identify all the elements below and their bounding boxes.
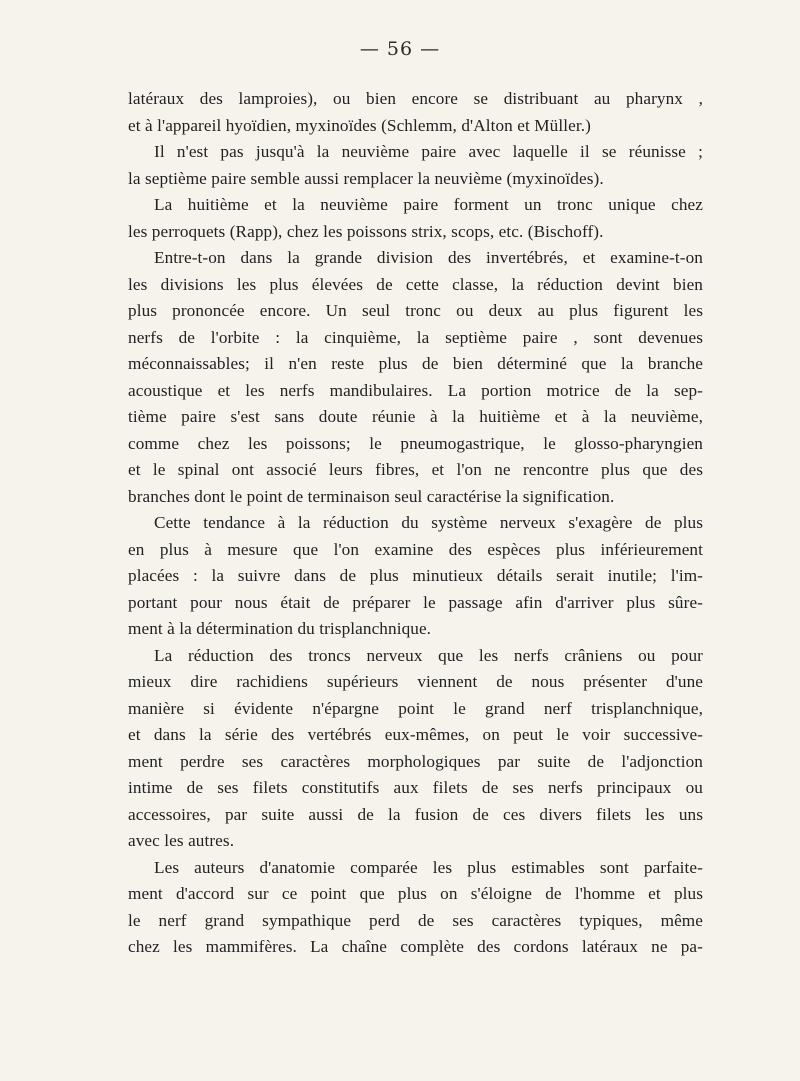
text-line: placées : la suivre dans de plus minutieux détails serait inutile; l'im- — [128, 566, 703, 585]
text-line: le nerf grand sympathique perd de ses caractères typiques, même — [128, 910, 703, 930]
text-line: La huitième et la neuvième paire forment un tronc unique chez — [154, 195, 703, 214]
text-line: chez les mammifères. La chaîne complète des cordons latéraux ne pa- — [128, 937, 703, 956]
text-line: et dans la série des vertébrés eux-mêmes, on peut le voir successive- — [128, 725, 703, 744]
text-line: latéraux des lamproies), ou bien encore se distribuant au pharynx , — [128, 89, 703, 108]
text-line: et à l'appareil hyoïdien, myxinoïdes (Schlemm, d'Alton et Müller.) — [128, 115, 591, 135]
text-line: en plus à mesure que l'on examine des espèces plus inférieurement — [128, 539, 703, 559]
text-line: méconnaissables; il n'en reste plus de bien déterminé que la branche — [128, 354, 703, 373]
text-line: ment d'accord sur ce point que plus on s'éloigne de l'homme et plus — [128, 884, 703, 903]
text-line: les divisions les plus élevées de cette classe, la réduction devint bien — [128, 274, 703, 294]
text-line: Cette tendance à la réduction du système nerveux s'exagère de plus — [154, 513, 703, 532]
text-line: acoustique et les nerfs mandibulaires. La portion motrice de la sep- — [128, 380, 703, 400]
text-line: ment perdre ses caractères morphologiques par suite de l'adjonction — [128, 751, 703, 771]
text-line: manière si évidente n'épargne point le grand nerf trisplanchnique, — [128, 698, 703, 718]
text-line: Les auteurs d'anatomie comparée les plus estimables sont parfaite- — [154, 857, 703, 877]
text-line: mieux dire rachidiens supérieurs viennent de nous présenter d'une — [128, 672, 703, 691]
text-line: Entre-t-on dans la grande division des invertébrés, et examine-t-on — [154, 248, 703, 267]
text-line: comme chez les poissons; le pneumogastrique, le glosso-pharyngien — [128, 433, 703, 453]
text-line: avec les autres. — [128, 831, 235, 850]
text-line: Il n'est pas jusqu'à la neuvième paire avec laquelle il se réunisse ; — [154, 142, 703, 161]
text-line: et le spinal ont associé leurs fibres, et l'on ne rencontre plus que des — [128, 460, 703, 479]
text-line: ment à la détermination du trisplanchnique. — [128, 619, 432, 638]
text-line: portant pour nous était de préparer le passage afin d'arriver plus sûre- — [128, 592, 703, 612]
text-line: intime de ses filets constitutifs aux filets de ses nerfs principaux ou — [128, 778, 703, 797]
text-line: les perroquets (Rapp), chez les poissons strix, scops, etc. (Bischoff). — [128, 221, 604, 241]
body-text — [128, 86, 703, 961]
text-line: tième paire s'est sans doute réunie à la huitième et à la neuvième, — [128, 407, 703, 426]
text-line: nerfs de l'orbite : la cinquième, la septième paire , sont devenues — [128, 327, 703, 347]
text-line: la septième paire semble aussi remplacer la neuvième (myxinoïdes). — [128, 168, 604, 188]
text-line: plus prononcée encore. Un seul tronc ou deux au plus figurent les — [128, 301, 703, 320]
page-number: — 56 — — [359, 38, 441, 60]
text-line: accessoires, par suite aussi de la fusion de ces divers filets les uns — [128, 804, 703, 824]
text-line: branches dont le point de terminaison seul caractérise la signification. — [128, 486, 615, 506]
text-line: La réduction des troncs nerveux que les nerfs crâniens ou pour — [154, 645, 703, 665]
